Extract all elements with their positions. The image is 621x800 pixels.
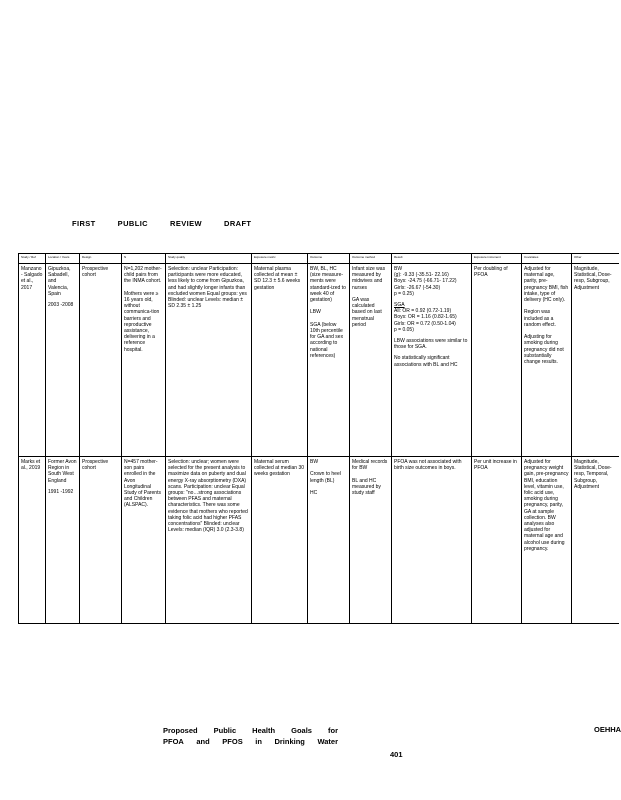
increment-cell: Per doubling of PFOA (472, 264, 522, 457)
years-text: 1991 -1992 (48, 488, 74, 495)
table-header-row (19, 254, 619, 264)
footer-word: PFOA (163, 737, 184, 746)
exposure-cell: Maternal serum collected at median 30 weeks gestation (252, 457, 308, 624)
quality-cell: Selection: unclear Participation: participants were more educated, less likely to come from Gipuzkoa, and had slightly longer infants than excluded women Equal groups: yes Blinded: unclear Levels: median ± SD 2.35 ± 1.25 (166, 264, 252, 457)
result-lbw-text: LBW associations were similar to those for SGA. (394, 338, 468, 351)
footer-word: and (196, 737, 210, 746)
n-cell: N=1,202 mother-child pairs from the INMA cohort. Mothers were ≥ 16 years old, without communica-tion barriers and reproductive assistance, delivering in a reference hospital. (122, 264, 166, 457)
column-header: Covariates (522, 254, 572, 264)
footer-title-line-1 (163, 725, 338, 736)
table-row (19, 264, 619, 457)
column-header: Study quality (166, 254, 252, 264)
page-number: 401 (390, 750, 403, 759)
draft-word: DRAFT (224, 219, 252, 228)
footer-word: for (328, 726, 338, 735)
table-row (19, 457, 619, 624)
column-header: Design (80, 254, 122, 264)
footer-word: in (255, 737, 262, 746)
outcome-cell: BW, BL, HC (size measure-ments were standard-ized to week 40 of gestation) LBW SGA (below 10th percentile for GA and sex according to national references) (308, 264, 350, 457)
footer-document-title (163, 725, 338, 747)
column-header: Exposure metric (252, 254, 308, 264)
other-cell: Magnitude, Statistical, Dose-resp, Subgroup, Adjustment (572, 264, 619, 457)
footer-word: PFOS (222, 737, 243, 746)
other-cell: Magnitude, Statistical, Dose-resp, Temporal, Subgroup, Adjustment (572, 457, 619, 624)
exposure-cell: Maternal plasma collected at mean ± SD 12.3 ± 5.6 weeks gestation (252, 264, 308, 457)
location-cell (46, 457, 80, 624)
column-header: Location / Years (46, 254, 80, 264)
quality-cell: Selection: unclear; women were selected for the present analysis to maximize data on puberty and dual energy X-ray absorptiometry (DXA) scans. Participation: unclear Equal groups: "no…strong associations between PFAS and maternal characteristics. There was some evidence that mothers who reported taking folic acid had higher PFAS concentrations" Blinded: unclear Levels: median (IQR) 3.0 (2.3-3.8) (166, 457, 252, 624)
design-cell: Prospective cohort (80, 264, 122, 457)
draft-watermark-header (72, 219, 251, 228)
column-header: Exposure increment (472, 254, 522, 264)
result-cell (392, 264, 472, 457)
footer-word: Goals (291, 726, 312, 735)
footer-word: Water (317, 737, 338, 746)
study-cell: Manzano - Salgado et al., 2017 (19, 264, 46, 457)
column-header: Outcome method (350, 254, 392, 264)
method-cell: Medical records for BW BL and HC measured by study staff (350, 457, 392, 624)
footer-title-line-2 (163, 736, 338, 747)
column-header: N (122, 254, 166, 264)
column-header: Other (572, 254, 619, 264)
column-header: Result (392, 254, 472, 264)
result-bw-values: (g): -9.33 (-35.51- 22.16) Boys: -24.75 (-66.71- 17.22) Girls: -26.67 (-54.30) p = 0.25) (394, 272, 457, 297)
result-sga-values: All: OR = 0.92 (0.72-1.19) Boys: OR = 1.16 (0.82-1.65) Girls: OR = 0.72 (0.50-1.04) p = 0.05) (394, 308, 457, 333)
increment-cell: Per unit increase in PFOA (472, 457, 522, 624)
result-extra-text: No statistically significant associations with BL and HC (394, 355, 458, 368)
draft-word: PUBLIC (117, 219, 148, 228)
covariates-cell: Adjusted for pregnancy weight gain, pre-pregnancy BMI, education level, vitamin use, folic acid use, smoking during pregnancy, parity, GA at sample collection. BW analyses also adjusted for maternal age and alcohol use during pregnancy. (522, 457, 572, 624)
footer-word: Health (252, 726, 276, 735)
design-cell: Prospective cohort (80, 457, 122, 624)
footer-word: Public (213, 726, 237, 735)
column-header: Outcome (308, 254, 350, 264)
draft-word: REVIEW (170, 219, 202, 228)
footer-word: Drinking (274, 737, 305, 746)
outcome-cell: BW Crown to heel length (BL) HC (308, 457, 350, 624)
result-sga-label: SGA (394, 302, 405, 309)
location-cell (46, 264, 80, 457)
location-text: Gipuzkoa, Sabadell, and Valencia, Spain (48, 266, 71, 297)
location-text: Former Avon Region in South West England (48, 459, 77, 484)
draft-word: FIRST (72, 219, 96, 228)
result-bw-label: BW (394, 266, 403, 272)
column-header: Study / Ref (19, 254, 46, 264)
covariates-cell: Adjusted for maternal age, parity, pre-pregnancy BMI, fish intake, type of delivery (HC only). Region was included as a random effect. Adjusting for smoking during pregnancy did not substantially change results. (522, 264, 572, 457)
years-text: 2003 -2008 (48, 302, 74, 309)
method-cell: Infant size was measured by midwives and nurses GA was calculated based on last menstrual period (350, 264, 392, 457)
footer-word: Proposed (163, 726, 198, 735)
study-cell: Marks et al., 2019 (19, 457, 46, 624)
n-cell: N=457 mother-son pairs enrolled in the Avon Longitudinal Study of Parents and Children (ALSPAC). (122, 457, 166, 624)
footer-organization: OEHHA (594, 725, 621, 734)
evidence-table (18, 253, 619, 624)
result-cell: PFOA was not associated with birth size outcomes in boys. (392, 457, 472, 624)
